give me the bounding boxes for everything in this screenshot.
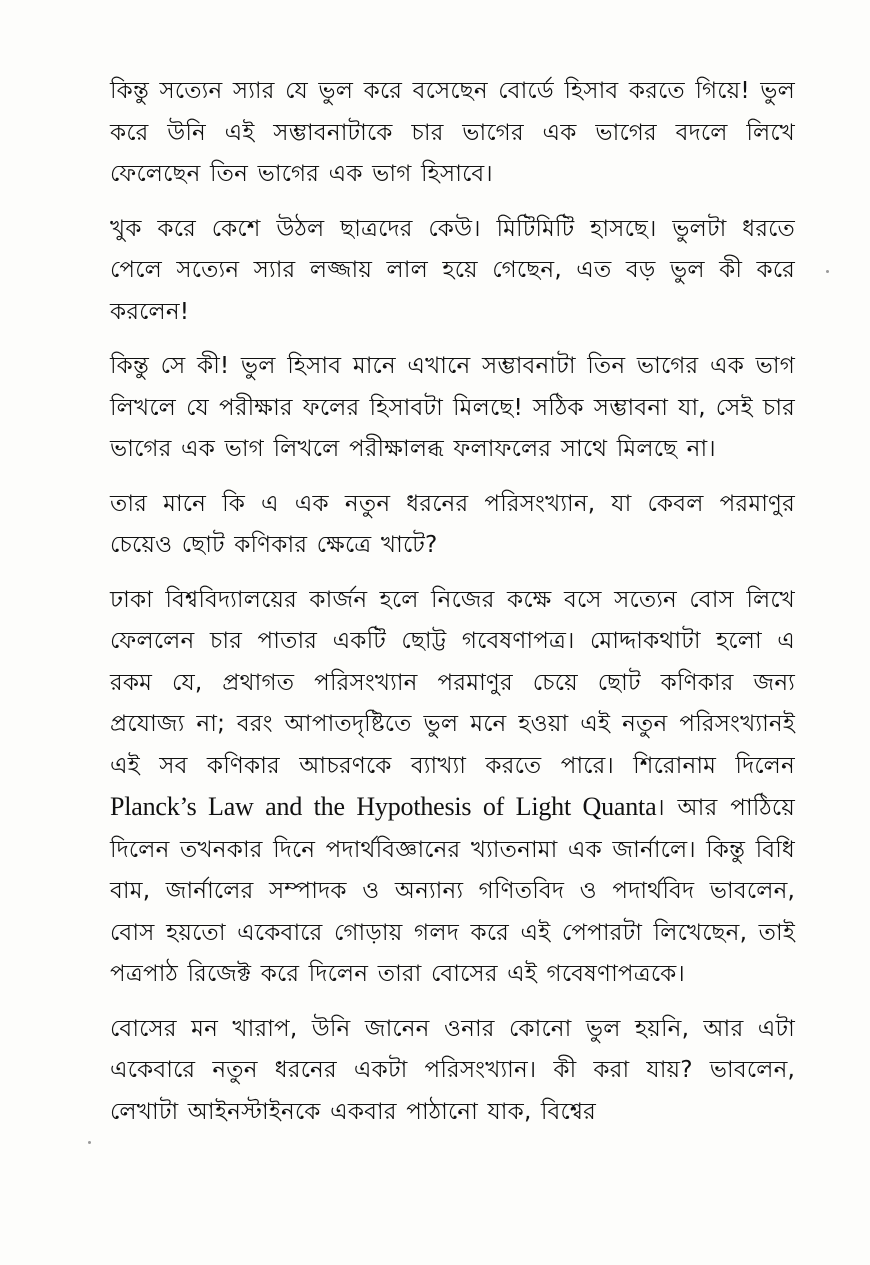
paper-title: Planck’s Law and the Hypothesis of Light Quanta	[110, 792, 657, 821]
paragraph-4: তার মানে কি এ এক নতুন ধরনের পরিসংখ্যান, যা কেবল পরমাণুর চেয়েও ছোট কণিকার ক্ষেত্রে খাটে?	[110, 489, 795, 558]
paragraph-5	[110, 579, 795, 995]
paragraph-6: বোসের মন খারাপ, উনি জানেন ওনার কোনো ভুল হয়নি, আর এটা একেবারে নতুন ধরনের একটা পরিসংখ্যান। কী করা যায়? ভাবলেন, লেখাটা আইনস্টাইনকে একবার পাঠানো যাক, বিশ্বের	[110, 1014, 795, 1125]
paper-speck	[88, 1141, 91, 1144]
paragraph-5-text-before: ঢাকা বিশ্ববিদ্যালয়ের কার্জন হলে নিজের কক্ষে বসে সত্যেন বোস লিখে ফেললেন চার পাতার একটি ছোট্ট গবেষণাপত্র। মোদ্দাকথাটা হলো এ রকম যে, প্রথাগত পরিসংখ্যান পরমাণুর চেয়ে ছোট কণিকার জন্য প্রযোজ্য না; বরং আপাতদৃষ্টিতে ভুল মনে হওয়া এই নতুন পরিসংখ্যানই এই সব কণিকার আচরণকে ব্যাখ্যা করতে পারে। শিরোনাম দিলেন	[110, 585, 795, 779]
paragraph-1: কিন্তু সত্যেন স্যার যে ভুল করে বসেছেন বোর্ডে হিসাব করতে গিয়ে! ভুল করে উনি এই সম্ভাবনাটাকে চার ভাগের এক ভাগের বদলে লিখে ফেলেছেন তিন ভাগের এক ভাগ হিসাবে।	[110, 77, 795, 187]
paper-speck	[826, 270, 829, 273]
paragraph-2: খুক করে কেশে উঠল ছাত্রদের কেউ। মিটিমিটি হাসছে। ভুলটা ধরতে পেলে সত্যেন স্যার লজ্জায় লাল হয়ে গেছেন, এত বড় ভুল কী করে করলেন!	[110, 214, 795, 325]
paragraph-5-text-after: । আর পাঠিয়ে দিলেন তখনকার দিনে পদার্থবিজ্ঞানের খ্যাতনামা এক জার্নালে। কিন্তু বিধি বাম, জার্নালের সম্পাদক ও অন্যান্য গণিতবিদ ও পদার্থবিদ ভাবলেন, বোস হয়তো একেবারে গোড়ায় গলদ করে এই পেপারটা লিখেছেন, তাই পত্রপাঠ রিজেক্ট করে দিলেন তারা বোসের এই গবেষণাপত্রকে।	[110, 794, 795, 987]
paragraph-3: কিন্তু সে কী! ভুল হিসাব মানে এখানে সম্ভাবনাটা তিন ভাগের এক ভাগ লিখলে যে পরীক্ষার ফলের হিসাবটা মিলছে! সঠিক সম্ভাবনা যা, সেই চার ভাগের এক ভাগ লিখলে পরীক্ষালব্ধ ফলাফলের সাথে মিলছে না।	[110, 352, 795, 462]
body-text	[110, 70, 795, 1145]
